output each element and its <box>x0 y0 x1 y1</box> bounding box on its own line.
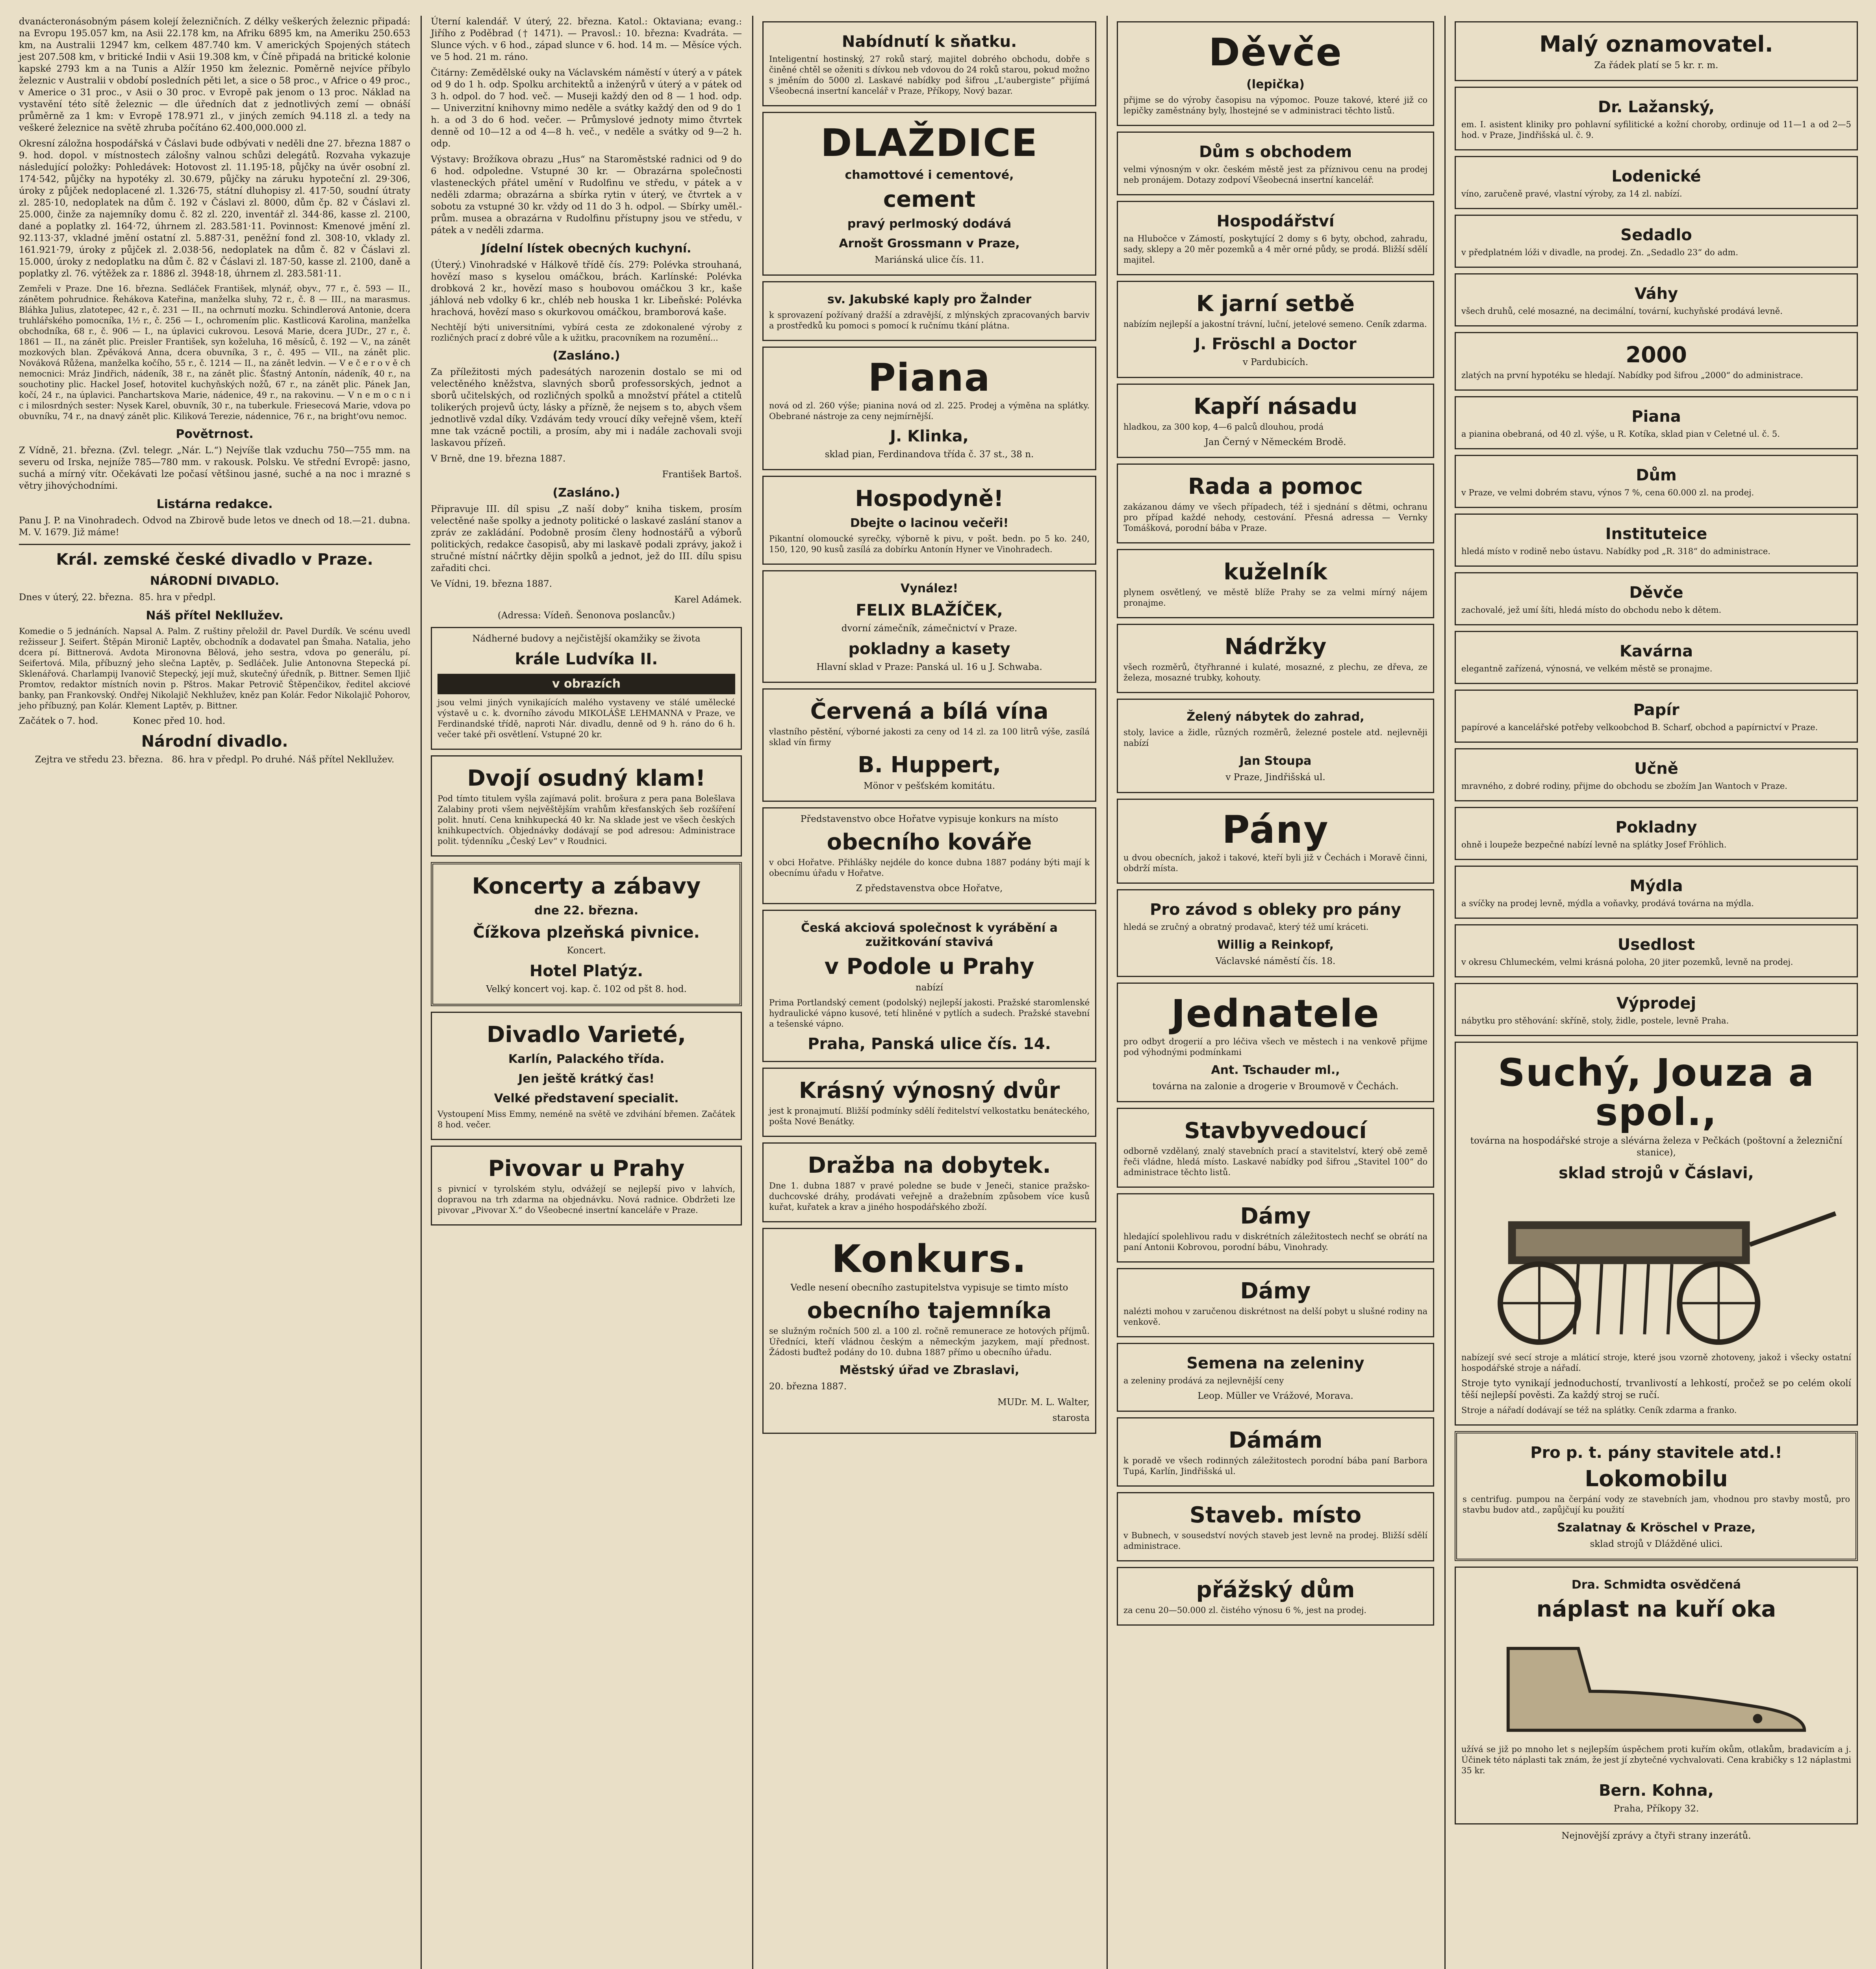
ad-variete <box>431 1012 742 1140</box>
sent1-place: V Brně, dne 19. března 1887. <box>431 454 566 464</box>
ad-title: obecního kováře <box>827 829 1032 855</box>
ad-company: B. Huppert, <box>858 752 1001 778</box>
ad-role: starosta <box>1052 1413 1090 1423</box>
ad-date: 20. března 1887. <box>769 1381 847 1392</box>
ad-title: Hospodyně! <box>855 486 1004 512</box>
ad-company: Willig a Reinkopf, <box>1217 938 1334 952</box>
ad-address: Mariánská ulice čís. 11. <box>875 255 984 265</box>
theatre-cast: Komedie o 5 jednáních. Napsal A. Palm. Z ruštiny přeložil dr. Pavel Durdík. Ve scénu uvedl režisseur J. Seifert. Štěpán Mironič Laptěv, obchodník a dodavatel pan Šmaha. Natalia, jeho dcera pí. Bittnerová. Avdota Mironovna Bělová, jeho sestra, vdova po generálu, pí. Seifertová. Mila, příbuzný jeho slečna Laptěv, p. Sedláček. Julie Antonovna Stepecká pí. Sklenářová. Charlampij Ivanovič Stepecký, její muž, skutečný úředník, p. Bittner. Semen Iljič Promtov, redaktor místních novin p. Pštros. Makar Petrovič Štěpenčikov, ředitel akciové banky, pan Frankovský. Ondřej Nikolajič Nekhlužev, kněz pan Kolár. Fedor Nikolajič Pohorov, jeho příbuzný, pan Kolár. Klement Laptěv, p. Bittner. <box>19 627 413 710</box>
theatre-heading: Král. zemské české divadlo v Praze. <box>56 551 373 569</box>
ad-locomobile <box>1455 1431 1858 1561</box>
ad-title: Nabídnutí k sňatku. <box>842 33 1017 51</box>
classifieds-rate: Za řádek platí se 5 kr. r. m. <box>1594 60 1718 70</box>
classified-body: v okresu Chlumeckém, velmi krásná poloha, 20 jiter pozemků, levně na prodej. <box>1461 957 1793 967</box>
ad-corn-plaster <box>1455 1567 1858 1824</box>
classified-title: Instituteice <box>1605 525 1707 543</box>
ad-body: stoly, lavice a židle, různých rozměrů, železné postele atd. nejlevněji nabízí <box>1123 728 1430 748</box>
article-railways: dvanácteronásobným pásem kolejí železničních. Z délky veškerých železnic připadá: na Evropu 195.057 km, na Asii 22.178 km, na Afriku 6895 km, na Ameriku 250.653 km, na Australii 12947 km, celkem 487.740 km. V amerických Spojených státech jest 207.508 km, v britické Indii v Asii 19.308 km, v Číně připadá na britické kolonie kapské 2793 km a na Tunis a Alžír 1950 km železnic. Poměrně nejvíce příbylo železnic v Australii v období posledních pěti let, a sice o 58 proc., v Africe o 49 proc., v Americe o 31 proc., v Asii o 30 proc. v Evropě pak jenom o 13 proc. Náklad na vystavění této sítě železnic — dle úředních dat z jednotlivých zemí — obnáší průměrně za 1 km: v Evropě 178.971 zl., v jiných zemích 94.118 zl. a tedy na veškeré železnice na světě zhruba počítáno 62.400,000.000 zl. <box>19 17 413 133</box>
ad-gentlemen <box>1117 799 1434 884</box>
ad-body: přijme se do výroby časopisu na výpomoc. Pouze takové, které již co lepičky zaměstnány byly, lhostejné se v administraci těchto listů. <box>1123 95 1430 115</box>
classified-title: Výprodej <box>1616 994 1696 1012</box>
ad-signature: MUDr. M. L. Walter, <box>997 1397 1090 1407</box>
ad-title: Konkurs. <box>831 1237 1027 1281</box>
ad-subtitle: Dbejte o lacinou večeři! <box>850 516 1009 530</box>
ad-title: Pro p. t. pány stavitele atd.! <box>1530 1444 1782 1462</box>
classified-title: Kavárna <box>1619 642 1693 660</box>
classified-body: víno, zaručeně pravé, vlastní výroby, za 14 zl. nabízí. <box>1461 189 1682 198</box>
ad-body: hladkou, za 300 kop, 4—6 palců dlouhou, prodá <box>1123 422 1324 432</box>
ad-title: Suchý, Jouza a spol., <box>1498 1051 1815 1134</box>
ad-body: plynem osvětlený, ve městě blíže Prahy se za velmi mírný nájem pronajme. <box>1123 588 1430 608</box>
sent1-body: Za příležitosti mých padesátých narozenin dostalo se mi od velectěného kněžstva, slavných sborů professorských, jednot a sborů učitelských, od rozličných spolků a množství přátel a ctitelů tolikerých projevů úcty, lásky a přízně, že nejsem s to, abych všem jednotlivě vzdal díky. Vzdávám tedy vroucí díky veřejně všem, kteří mne tak vzácně poctili, a prosím, aby mi i nadále zachovali svoji laskavou přízeň. <box>431 367 745 448</box>
sent2-body: Připravuje III. díl spisu „Z naší doby“ kniha tiskem, prosím velectěné naše spolky a jednoty politické o laskavé zaslání stanov a zpráv ze zakládání. Podobně prosím členy hodnostářů a výborů politických, redakce časopisů, aby mi laskavě podali zprávy, jakož i stručné místní náčrtky dějin spolků a jednot, jež do III. dílu spisu zařaditi chci. <box>431 504 745 573</box>
editor-heading: Listárna redakce. <box>156 497 273 511</box>
ad-ladies-3 <box>1117 1417 1434 1487</box>
ad-title: Pány <box>1222 808 1329 852</box>
ad-address: továrna na zalonie a drogerie v Broumově v Čechách. <box>1152 1081 1399 1092</box>
ad-help <box>1117 464 1434 543</box>
classified-title: Učně <box>1634 760 1678 778</box>
ad-body: velmi výnosným v okr. českém městě jest za příznivou cenu na prodej neb pronájem. Dotazy zodpoví Všeobecná insertní kancelář. <box>1123 165 1430 185</box>
classified-title: Děvče <box>1629 584 1683 602</box>
classified-title: Papír <box>1633 701 1680 719</box>
ad-title: Pro závod s obleky pro pány <box>1149 901 1401 919</box>
weather-report: Z Vídně, 21. března. (Zvl. telegr. „Nár. L.“) Nejvíše tlak vzduchu 750—755 mm. na severu od Irska, nejníže 785—780 mm. v rakousk. Polsku. Ve střední Evropě: jasno, suchá a mírný vítr. Očekávati lze počasí většinou jasné, suché a na noc i mrazné s větry jihovýchodními. <box>19 445 413 491</box>
classified <box>1455 866 1858 919</box>
ad-subtitle: v obrazích <box>437 674 735 694</box>
classified <box>1455 807 1858 860</box>
ad-brewery <box>431 1146 742 1226</box>
ad-position: obecního tajemníka <box>807 1298 1052 1324</box>
ad-title: Česká akciová společnost k vyrábění a zužitkování stavivá <box>801 921 1058 949</box>
classified-title: Pokladny <box>1615 818 1697 836</box>
ad-title: Dámy <box>1240 1203 1311 1229</box>
ad-title: DLAŽDICE <box>820 121 1038 165</box>
classified-body: mravného, z dobré rodiny, přijme do obchodu se zbožím Jan Wantoch v Praze. <box>1461 781 1787 791</box>
reading-rooms: Čitárny: Zemědělské ouky na Václavském náměstí v úterý a v pátek od 9 do 1 h. odp. Spolku architektů a inženýrů v úterý a v pátek od 3 h. odpol. do 7 hod. več. — Museji každý den od 8 — 1 hod. odp. — Univerzitní knihovny mimo neděle a svátky každý den od 9 do 1 h. a od 3 do 6 hod. večer. — Průmyslové jednoty mimo čtvrtek denně od 10—12 a od 4—8 h. več., v neděle a svátky od 9—2 h. odp. <box>431 68 745 149</box>
sent1-heading: (Zasláno.) <box>552 349 620 363</box>
ad-felix <box>762 570 1096 683</box>
ad-company: Bern. Kohna, <box>1599 1782 1714 1800</box>
ad-body: jsou velmi jiných vynikajících malého vystaveny ve stálé umělecké výstavě u c. k. dvorního závodu MIKOLÁŠE LEHMANNA v Praze, ve Ferdinandské třídě, naproti Nár. divadlu, denně od 9 h. ráno do 6 h. večer také při osvětlení. Vstupné 20 kr. <box>437 698 738 739</box>
classified <box>1455 87 1858 150</box>
ad-bowling <box>1117 549 1434 618</box>
ad-body: nabízejí své secí stroje a mláticí stroje, které jsou vzorně zhotoveny, jakož i všecky ostatní hospodářské stroje a nářadí. <box>1461 1353 1854 1373</box>
classified <box>1455 215 1858 268</box>
ad-title: K jarní setbě <box>1196 291 1355 317</box>
ad-contest <box>762 1228 1096 1434</box>
sent2-heading: (Zasláno.) <box>552 486 620 500</box>
ad-body: hledá se zručný a obratný prodavač, který též umí kráceti. <box>1123 922 1369 932</box>
sent2-signature: Karel Adámek. <box>674 595 742 605</box>
exhibitions: Výstavy: Brožíkova obrazu „Hus“ na Staroměstské radnici od 9 do 6 hod. odpoledne. Vstupné 30 kr. — Obrazárna společnosti vlasteneckých přátel umění v Rudolfinu ve středu, v pátek a v neděli zdarma; obrazárna a sbírka rytin v úterý, ve čtvrtek a v sobotu za vstupné 30 kr. vždy od 11 do 3 h. odpol. — Sbírky uměl.-prům. musea a obrazárna v Rudolfinu přístupny jsou ve středu, v pátek a v neděli zdarma. <box>431 154 745 235</box>
ad-title: Stavbyvedoucí <box>1184 1118 1367 1144</box>
classified-title: Piana <box>1631 408 1681 426</box>
classified-body: všech druhů, celé mosazné, na decimální, tovární, kuchyňské prodává levně. <box>1461 306 1783 316</box>
ad-warehouse: sklad strojů v Čáslavi, <box>1559 1164 1754 1182</box>
classified-body: a svíčky na prodej levně, mýdla a voňavky, prodává továrna na mýdla. <box>1461 899 1754 908</box>
theatre-date: Dnes v úterý, 22. března. 85. hra v předpl. <box>19 592 216 603</box>
ad-title: Červená a bílá vína <box>810 699 1049 724</box>
ad-title: Piana <box>868 356 991 400</box>
editor-notes: Panu J. P. na Vinohradech. Odvod na Zbirově bude letos ve dnech od 18.—21. dubna. M. V. 1679. Již máme! <box>19 515 413 538</box>
page-footer: Nejnovější zprávy a čtyři strany inzerátů. <box>1561 1831 1751 1841</box>
classified-title: Dům <box>1636 466 1677 484</box>
ad-address: Praha, Panská ulice čís. 14. <box>808 1035 1051 1053</box>
ad-body: jest k pronajmutí. Bližší podmínky sdělí ředitelství velkostatku benáteckého, pošta Nové Benátky. <box>769 1106 1092 1126</box>
ad-spring-seed <box>1117 281 1434 378</box>
ad-piano <box>762 347 1096 470</box>
classified-body: hledá místo v rodině nebo ústavu. Nabídky pod „R. 318“ do administrace. <box>1461 547 1770 556</box>
ad-place: v Podole u Prahy <box>824 954 1034 979</box>
ad-body: v Bubnech, v sousedství nových staveb jest levně na prodej. Bližší sdělí administrace. <box>1123 1531 1430 1551</box>
ad-title: kuželník <box>1223 559 1327 585</box>
ad-title: FELIX BLAŽÍČEK, <box>856 601 1003 619</box>
ad-body: nabízím nejlepší a jakostní trávní, luční, jetelové semeno. Ceník zdarma. <box>1123 319 1427 329</box>
classified-title: Mýdla <box>1629 877 1683 895</box>
ad-tiles <box>762 112 1096 276</box>
article-deaths: Zemřeli v Praze. Dne 16. března. Sedláček František, mlynář, obyv., 77 r., č. 593 — II., zánětem pohrudnice. Řehákova Kateřina, manželka sluhy, 72 r., č. 8 — III., na marasmus. Bláhka Julius, zlatotepec, 42 r., č. 231 — II., na ochrnutí mozku. Schindlerová Antonie, dcera truhlářského pomocníka, 1½ r., č. 256 — I., ochromením plic. Kastlicová Karolina, manželka obchodníka, 68 r., č. 906 — I., na úplavici cukrovou. Lesová Marie, dcera JUDr., 27 r., č. 1861 — II., na zánět plic. Preisler František, syn koželuha, 16 měsíců, č. 192 — V., na zánět mozkových blan. Zpěváková Anna, dcera obuvníka, 3 r., č. 495 — VII., na zánět plic. Nováková Růžena, manželka kočího, 55 r., č. 1214 — II., na zánět ledvin. — V e č e r o v ě ch nemocnici: Mráz Jindřich, nádeník, 38 r., na zánět plic. Šťastný Antonín, nádeník, 40 r., na souchotiny plic. Hackel Josef, hotovitel kuchyňských nožů, 67 r., na zánět plic. Pánek Jan, kočí, 24 r., na úplavici. Panchartskova Marie, nádenice, 49 r., na rakovinu. — V n e m o c n i c i milosrdných sester: Nysek Karel, obuvník, 30 r., na tuberkule. Friesecová Marie, vdova po obuvníku, 74 r., na dnavý zánět plic. Kiliková Terezie, nádennice, 76 r., na bright'ovu nemoc. <box>19 284 413 421</box>
ad-title: Dámám <box>1228 1428 1323 1453</box>
concerts-box <box>431 862 742 1006</box>
ad-machinery <box>1455 1042 1858 1426</box>
ad-body: pro odbyt drogerií a pro léčiva všech ve městech i na venkově přijme pod výhodnými podmínkami <box>1123 1037 1430 1057</box>
ad-body: Dne 1. dubna 1887 v pravé poledne se bude v Jeneči, stanice pražsko-duchcovské dráhy, prodávati veřejně a dražebním způsobem více kusů kuřat, kuřatek a krav a jiného hospodářského zboží. <box>769 1181 1092 1212</box>
column-2 <box>424 16 749 1969</box>
ad-body: k poradě ve všech rodinných záležitostech porodní bába paní Barbora Tupá, Karlín, Jindřišská ul. <box>1123 1456 1430 1476</box>
ad-furniture <box>1117 699 1434 793</box>
ad-address: Hlavní sklad v Praze: Panská ul. 16 u J. Schwaba. <box>816 662 1042 672</box>
ad-body: s pivnicí v tyrolském stylu, odvážejí se nejlepší pivo v lahvích, dopravou na trh zdarma na objednávku. Nová radnice. Obdržeti lze pivovar „Pivovar X.“ do Všeobecné insertní kanceláře v Praze. <box>437 1184 738 1215</box>
ad-housewives <box>762 476 1096 565</box>
concert-kind: Koncert. <box>567 946 606 956</box>
weather-heading: Povětrnost. <box>176 427 254 441</box>
ad-brochure <box>431 755 742 857</box>
classified <box>1455 690 1858 743</box>
ad-body-2: Stroje tyto vynikají jednoduchostí, trvanlivostí a lehkostí, pročež se po celém okolí těší nejlepší pověsti. Za každý stroj se ručí. <box>1461 1378 1854 1400</box>
ad-subtitle: chamottové i cementové, <box>845 168 1014 182</box>
classified <box>1455 748 1858 801</box>
classified-body: em. I. asistent kliniky pro pohlavní syfilitické a kožní choroby, ordinuje od 11—1 a od 2—5 hod. v Praze, Jindřišská ul. č. 9. <box>1461 120 1854 140</box>
ad-body: užívá se již po mnoho let s nejlepším úspěchem proti kuřím okům, otlakům, bradavicím a j. Účinek této náplasti tak znám, že jest jí zbytečné vychvalovati. Cena krabičky s 12 náplastmi 35 kr. <box>1461 1745 1854 1775</box>
ad-shop-house <box>1117 132 1434 195</box>
ad-ladies <box>1117 1193 1434 1263</box>
theatre-play-title: Náš přítel Nekllužev. <box>146 609 284 623</box>
classified-body: zachovalé, jež umí šíti, hledá místo do obchodu nebo k dětem. <box>1461 605 1722 615</box>
ad-title: Dra. Schmidta osvědčená <box>1571 1578 1741 1592</box>
ad-body: hledající spolehlivou radu v diskrétních záležitostech nechť se obrátí na paní Antonii Kobrovou, porodní bábu, Vinohrady. <box>1123 1232 1430 1252</box>
ad-title: Dámy <box>1240 1278 1311 1304</box>
ad-body: Prima Portlandský cement (podolský) nejlepší jakosti. Pražské staromlenské hydraulické vápno kusové, tetí hliněné v pytlích a sudech. Pražské stavební a tešenské vápno. <box>769 998 1092 1029</box>
classified <box>1455 514 1858 567</box>
ad-title: Rada a pomoc <box>1188 474 1363 499</box>
ad-title: Hospodářství <box>1216 212 1335 230</box>
ad-body: nová od zl. 260 výše; pianina nová od zl. 225. Prodej a výměna na splátky. Obebrané nástroje za ceny nejmírnější. <box>769 401 1092 421</box>
ad-body: odborně vzdělaný, znalý stavebních prací a stavitelství, který obě země řeči vládne, hledá místo. Laskavé nabídky pod šifrou „Stavitel 100“ do administrace těchto listů. <box>1123 1146 1430 1177</box>
concerts-heading: Koncerty a zábavy <box>472 873 701 899</box>
ad-title: Staveb. místo <box>1189 1502 1362 1528</box>
ad-cement-sub: pravý perlmoský dodává <box>847 217 1012 231</box>
classified <box>1455 455 1858 508</box>
classified-body: v předplatném lóži v divadle, na prodej. Zn. „Sedadlo 23“ do adm. <box>1461 248 1739 257</box>
ad-address: Mönor v pešťském komitátu. <box>864 781 995 791</box>
ad-title: Semena na zeleniny <box>1186 1354 1364 1372</box>
ad-title: sv. Jakubské kaply pro Žalnder <box>827 293 1032 306</box>
classified <box>1455 572 1858 625</box>
ad-chapel <box>762 281 1096 341</box>
sent2-place: Ve Vídni, 19. března 1887. <box>431 579 552 589</box>
ad-body: a zeleniny prodává za nejlevnější ceny <box>1123 1376 1284 1385</box>
ad-company: Jan Stoupa <box>1239 754 1312 768</box>
divider <box>19 544 410 545</box>
ad-title: Želený nábytek do zahrad, <box>1186 710 1364 724</box>
column-1 <box>12 16 417 1969</box>
ad-company: Leop. Müller ve Vrážové, Morava. <box>1198 1391 1353 1401</box>
concerts-date: dne 22. března. <box>534 904 639 918</box>
ad-intro: Představenstvo obce Hořatve vypisuje konkurs na místo <box>800 814 1058 824</box>
ad-body: vlastního pěstění, výborné jakosti za ceny od 14 zl. za 100 litrů výše, zasílá sklad vín firmy <box>769 727 1092 747</box>
ad-title: Nádržky <box>1224 634 1327 660</box>
ad-address: Karlín, Palackého třída. <box>508 1052 665 1066</box>
ad-line: Jen ještě krátký čas! <box>518 1072 654 1086</box>
ad-title: Jednatele <box>1171 992 1380 1036</box>
ad-smith <box>762 807 1096 904</box>
ad-office: Městský úřad ve Zbraslavi, <box>839 1363 1020 1377</box>
concert-venue: Čížkova plzeňská pivnice. <box>473 923 700 942</box>
ad-company: J. Klinka, <box>890 427 969 445</box>
classified <box>1455 396 1858 449</box>
ad-line: Velké představení specialit. <box>494 1092 679 1105</box>
ad-title: Divadlo Varieté, <box>486 1022 686 1048</box>
ad-body: v obci Hořatve. Přihlášky nejdéle do konce dubna 1887 podány býti mají k obecnímu úřadu v Hořatve. <box>769 858 1092 878</box>
ad-tanks <box>1117 624 1434 693</box>
ad-wine <box>762 688 1096 802</box>
sent2-address: (Adressa: Vídeň. Šenonova poslancův.) <box>497 610 675 621</box>
ad-company: Arnošt Grossmann v Praze, <box>839 237 1020 250</box>
classified-body: nábytku pro stěhování: skříně, stoly, židle, postele, levně Praha. <box>1461 1016 1729 1025</box>
ad-suits <box>1117 889 1434 977</box>
ad-address: sklad pian, Ferdinandova třída č. 37 st., 38 n. <box>825 449 1034 460</box>
classifieds-title: Malý oznamovatel. <box>1539 32 1773 57</box>
ad-signature: Z představenstva obce Hořatve, <box>856 883 1003 894</box>
ad-agents <box>1117 983 1434 1102</box>
ad-cement: cement <box>883 187 976 212</box>
classified-title: Váhy <box>1634 285 1678 303</box>
article-savings-bank: Okresní záložna hospodářská v Čáslavi bude odbývati v neděli dne 27. března 1887 o 9. hod. dopol. v místnostech zálošny valnou schůzi delegátů. Rozvaha vykazuje následující položky: Pohledávek: Hotovost zl. 11.195·18, půjčky na úvěr osobní zl. 174·542, půjčky na hypotéky zl. 30.679, půjčky na záruku hypoteční zl. 29·306, úroky z půjček nedoplacené zl. 1.326·75, státní dluhopisy zl. 417·50, soudní útraty zl. 285·10, nedoplatek na dům č. 192 v Čáslavi zl. 8000, dům čp. 82 v Čáslavi zl. 25.000, činže za najemníky domu č. 82 zl. 220, inventář zl. 344·86, kasse zl. 2100, dané a poplatky zl. 164·72, úhrnem zl. 283.581·11. Povinnost: Kmenové jmění zl. 92.113·37, vkladné jmění ostatní zl. 5.887·31, peněžní fond zl. 308·10, vklady zl. 161.921·79, úroky z půjček zl. 2.038·56, nedoplatek na dům č. 82 v Čáslavi zl. 15.000, úroky z nedoplatku na dům č. 82 v Čáslavi zl. 187·50, kasse zl. 2100, daně a poplatky zl. 76. výtěžek za r. 1886 zl. 3948·18, úhrnem zl. 283.581·11. <box>19 139 413 279</box>
calendar: Úterní kalendář. V úterý, 22. března. Katol.: Oktaviana; evang.: Jiřího z Poděbrad († 1471). — Pravosl.: 10. března: Kvadráta. — Slunce vých. v 6 hod., západ slunce v 6. hod. 14 m. — Měsíce vých. ve 5 hod. 21 m. ráno. <box>431 17 745 62</box>
ad-auction <box>762 1142 1096 1222</box>
ad-address: Praha, Příkopy 32. <box>1613 1804 1699 1814</box>
ad-title: Dražba na dobytek. <box>808 1153 1051 1178</box>
foot-illustration <box>1461 1624 1851 1743</box>
ad-title: Kapří násadu <box>1193 394 1358 419</box>
seed-drill-illustration <box>1461 1185 1851 1351</box>
ad-body: k sprovazení požívaný dražší a zdravější, z mlýnských zpracovaných barviv a prostředků ku pomoci s pomocí k ručnímu tkání plátna. <box>769 310 1092 330</box>
theatre2-body: Zejtra ve středu 23. března. 86. hra v předpl. Po druhé. Náš přítel Nekllužev. <box>35 755 395 765</box>
classified <box>1455 924 1858 977</box>
classified-title: Sedadlo <box>1620 226 1692 244</box>
classified-title: Lodenické <box>1611 167 1701 185</box>
classified-title: Dr. Lažanský, <box>1598 98 1715 116</box>
ad-address: sklad strojů v Dlážděné ulici. <box>1590 1539 1723 1549</box>
ad-body: nalézti mohou v zaručenou diskrétnost na delší pobyt u slušné rodiny na venkově. <box>1123 1307 1430 1327</box>
ad-name: Jan Černý v Německém Brodě. <box>1205 437 1346 447</box>
classified-body: zlatých na první hypotéku se hledají. Nabídky pod šifrou „2000“ do administrace. <box>1461 371 1803 380</box>
ad-ladies-2 <box>1117 1268 1434 1337</box>
ad-sub: nabízí <box>915 983 944 993</box>
classified <box>1455 983 1858 1036</box>
ad-girl <box>1117 21 1434 126</box>
ad-king-ludwig <box>431 627 742 750</box>
ad-company: Ant. Tschauder ml., <box>1211 1063 1340 1077</box>
ad-body: všech rozměrů, čtyřhranné i kulaté, mosazné, z plechu, ze dřeva, ze železa, mosazné trubky, kohouty. <box>1123 662 1430 682</box>
ad-title: Pivovar u Prahy <box>488 1156 685 1181</box>
theatre-subheading: NÁRODNÍ DIVADLO. <box>150 574 280 588</box>
classified-body: elegantně zařízená, výnosná, ve velkém městě se pronajme. <box>1461 664 1713 673</box>
column-3 <box>755 16 1103 1969</box>
ad-body-3: Stroje a nářadí dodávají se též na splátky. Ceník zdarma a franko. <box>1461 1405 1737 1415</box>
menu-heading: Jídelní lístek obecných kuchyní. <box>481 242 691 256</box>
ad-body: Pikantní olomoucké syrečky, výborně k pivu, v pošt. bedn. po 5 ko. 240, 150, 120, 90 kusů zasílá za dobírku Antonín Hyner ve Vinohradech. <box>769 534 1092 554</box>
ad-company: J. Fröschl a Doctor <box>1194 335 1357 353</box>
ad-title: Děvče <box>1209 30 1342 74</box>
classified <box>1455 156 1858 209</box>
classified <box>1455 332 1858 391</box>
column-rule <box>1444 16 1446 1969</box>
theatre2-heading: Národní divadlo. <box>141 732 288 751</box>
ad-title: přážský dům <box>1196 1577 1355 1603</box>
column-4 <box>1110 16 1441 1969</box>
ad-title-2: Lokomobilu <box>1585 1466 1728 1492</box>
ad-body: dvorní zámečník, zámečnictví v Praze. <box>841 623 1018 634</box>
classified-title: Usedlost <box>1617 936 1695 954</box>
ad-body: na Hlubočce v Zámostí, poskytující 2 domy s 6 byty, obchod, zahradu, sady, sklepy a 20 měr pozemků a 4 měr orné půdy, se prodá. Bližší sdělí majitel. <box>1123 234 1430 265</box>
hotel-concert: Velký koncert voj. kap. č. 102 od pšt 8. hod. <box>486 984 687 994</box>
classified-body: papírové a kancelářské potřeby velkoobchod B. Scharf, obchod a papírnictví v Praze. <box>1461 723 1818 732</box>
ad-address: v Praze, Jindřišská ul. <box>1225 772 1325 782</box>
ad-body: za cenu 20—50.000 zl. čistého výnosu 6 %, jest na prodej. <box>1123 1606 1367 1615</box>
column-rule <box>752 16 753 1969</box>
ad-title: Dům s obchodem <box>1199 143 1352 161</box>
ad-building-lot <box>1117 1492 1434 1561</box>
ad-estate <box>762 1068 1096 1137</box>
ad-flag: Vynález! <box>900 582 958 595</box>
notice: Nechtějí býti universitními, vybírá cesta ze zdokonalené výroby z rozličných prací z dobré vůle a k užitku, pracovníkem na rozumění... <box>431 323 745 343</box>
ad-cement-company <box>762 910 1096 1062</box>
ad-company: Szalatnay & Kröschel v Praze, <box>1557 1521 1756 1535</box>
ad-body2: se služným ročních 500 zl. a 100 zl. ročně remunerace ze hotových příjmů. Úředníci, kteří vládnou českým a německým jazykem, mají přednost. Žádosti buďtež podány do 10. dubna 1887 přímo u obecního úřadu. <box>769 1326 1092 1357</box>
ad-subtitle: (lepička) <box>1246 78 1305 91</box>
ad-seeds <box>1117 1343 1434 1412</box>
theatre-times: Začátek o 7. hod. Konec před 10. hod. <box>19 716 226 726</box>
classified <box>1455 273 1858 326</box>
ad-product: pokladny a kasety <box>848 640 1010 658</box>
sent1-signature: František Bartoš. <box>662 469 742 480</box>
ad-intro: Nádherné budovy a nejčistější okamžiky se života <box>472 634 701 644</box>
ad-body: u dvou obecních, jakož i takové, kteří byli již v Čechách i Moravě činni, obdrží místa. <box>1123 853 1430 873</box>
ad-prague-house <box>1117 1567 1434 1626</box>
ad-body: Vystoupení Miss Emmy, neméně na světě ve zdvihání břemen. Začátek 8 hod. večer. <box>437 1109 738 1129</box>
classified-body: a pianina obebraná, od 40 zl. výše, u R. Kotíka, sklad pian v Celetné ul. č. 5. <box>1461 429 1780 439</box>
classified-title: 2000 <box>1626 342 1687 368</box>
column-5 <box>1448 16 1865 1969</box>
ad-marriage <box>762 21 1096 106</box>
ad-address: Václavské náměstí čís. 18. <box>1215 956 1336 966</box>
classified-body: ohně i loupeže bezpečné nabízí levně na splátky Josef Fröhlich. <box>1461 840 1727 849</box>
ad-title: krále Ludvíka II. <box>515 650 658 668</box>
classified-body: v Praze, ve velmi dobrém stavu, výnos 7 %, cena 60.000 zl. na prodej. <box>1461 488 1754 497</box>
hotel-name: Hotel Platýz. <box>529 962 643 980</box>
ad-carp <box>1117 384 1434 458</box>
ad-title-2: náplast na kuří oka <box>1536 1596 1776 1622</box>
ad-farm <box>1117 201 1434 275</box>
ad-body: Pod tímto titulem vyšla zajímavá polit. brošura z pera pana Bolešlava Zalabiny proti všem nejvěštějším vrahům křesťanských šeb rozšíření polit. hnutí. Cena knihkupecká 40 kr. Na sklade jest ve všech českých knihkupectvích. Objednávky dodávají se pod adresou: Administrace polit. týdenníku „Český Lev“ v Roudnici. <box>437 794 738 846</box>
ad-title: Dvojí osudný klam! <box>467 766 706 791</box>
classifieds-header <box>1455 21 1858 81</box>
ad-body: Vedle nesení obecního zastupitelstva vypisuje se timto místo <box>790 1283 1068 1293</box>
column-rule <box>421 16 422 1969</box>
menu-body: (Úterý.) Vinohradské v Hálkově třídě čís. 279: Polévka strouhaná, hovězí maso s kyselou omáčkou, brách. Karlínské: Polévka drobková 2 kr., hovězí maso s houbovou omáčkou 3 kr., kaše jáhlová neb vdolky 6 kr., chléb neb houska 1 kr. Libeňské: Polévka hrachová, hovězí maso s okurkovou omáčkou, bramborová kaše. <box>431 260 745 317</box>
ad-title: Krásný výnosný dvůr <box>799 1078 1060 1103</box>
ad-body: s centrifug. pumpou na čerpání vody ze stavebních jam, vhodnou pro stavby mostů, pro stavbu budov atd., zapůjčují ku použití <box>1463 1494 1853 1515</box>
ad-body: Inteligentní hostinský, 27 roků starý, majitel dobrého obchodu, dobře s činěné chtěl se oženiti s dívkou neb vdovou do 24 roků starou, pokud možno s jměním do 5000 zl. Laskavé nabídky pod šifrou „L'aubergiste“ přijímá Všeobecná insertní kancelář v Praze, Příkopy, Nový bazar. <box>769 54 1092 96</box>
ad-foreman <box>1117 1108 1434 1188</box>
ad-body: zakázanou dámy ve všech případech, též i sjednání s dětmi, ochranu pro případ každé nehody, cestování. Přesná adressa — Vernky Tomášková, porodní bába v Praze. <box>1123 502 1430 533</box>
classified <box>1455 631 1858 684</box>
ad-subtitle: továrna na hospodářské stroje a slévárna železa v Pečkách (poštovní a železniční stanice), <box>1470 1136 1845 1158</box>
ad-address: v Pardubicích. <box>1242 357 1309 367</box>
column-rule <box>1107 16 1108 1969</box>
